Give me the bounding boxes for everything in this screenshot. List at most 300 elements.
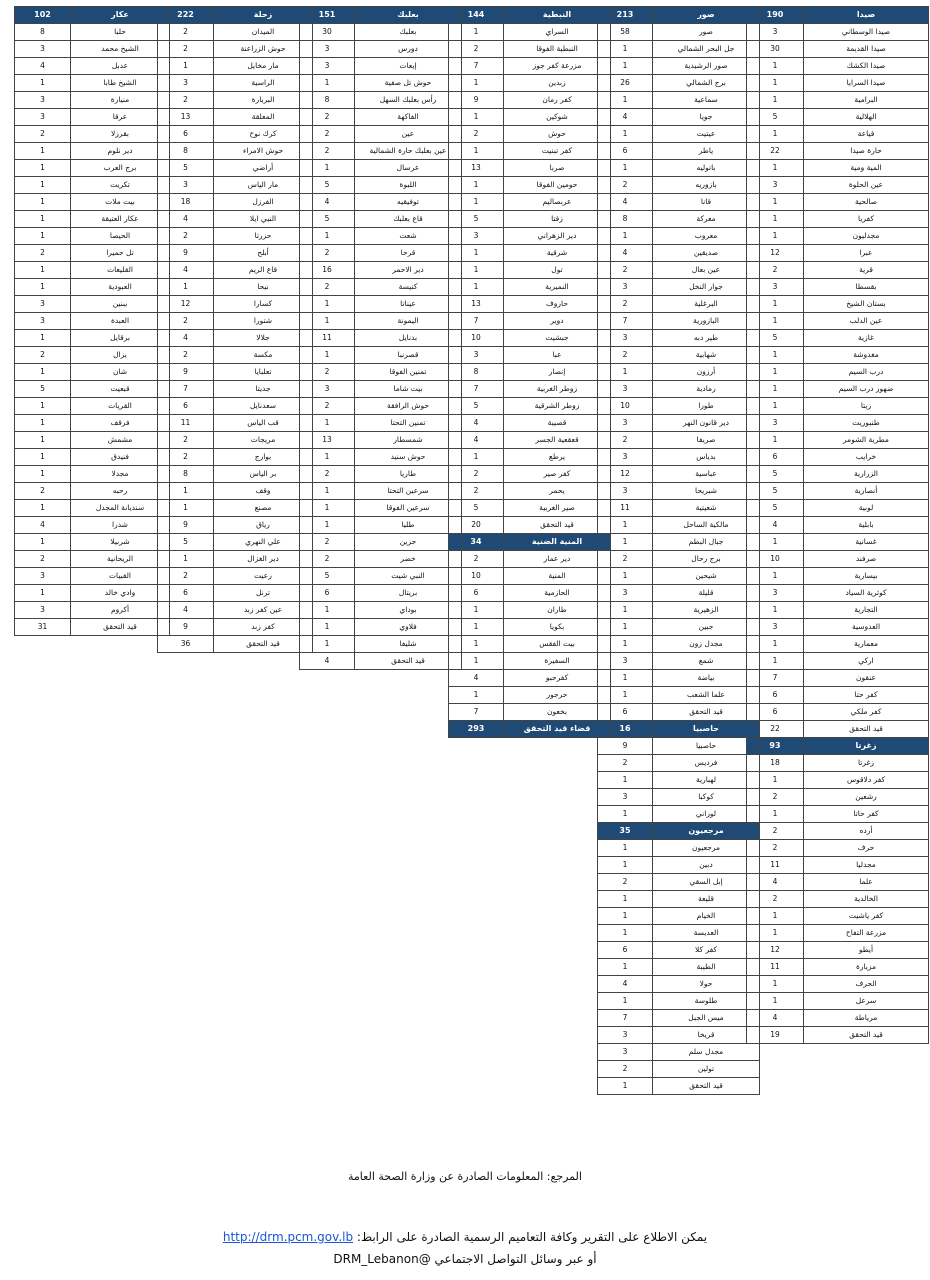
town-name: مجدليون bbox=[804, 228, 929, 245]
case-count: 3 bbox=[15, 41, 71, 58]
table-row bbox=[747, 296, 929, 313]
case-count: 6 bbox=[158, 398, 214, 415]
case-count: 9 bbox=[158, 517, 214, 534]
table-row bbox=[449, 211, 611, 228]
case-count: 1 bbox=[300, 500, 355, 517]
table-row bbox=[15, 517, 170, 534]
table-row bbox=[598, 551, 760, 568]
town-name: يرطع bbox=[504, 449, 611, 466]
town-name: غسانية bbox=[804, 534, 929, 551]
case-count: 1 bbox=[300, 415, 355, 432]
case-count: 2 bbox=[598, 755, 653, 772]
town-name: مريجات bbox=[214, 432, 313, 449]
table-baalbek bbox=[299, 6, 462, 670]
table-row bbox=[449, 296, 611, 313]
table-row bbox=[747, 398, 929, 415]
town-name: صير الغربية bbox=[504, 500, 611, 517]
table-row bbox=[449, 551, 611, 568]
table-row bbox=[449, 704, 611, 721]
town-name: إبل السقي bbox=[653, 874, 760, 891]
table-row bbox=[598, 517, 760, 534]
town-name: النبي شيت bbox=[355, 568, 462, 585]
case-count: 3 bbox=[598, 1027, 653, 1044]
table-row bbox=[747, 551, 929, 568]
town-name: أرده bbox=[804, 823, 929, 840]
town-name: النبي ايلا bbox=[214, 211, 313, 228]
report-link-line bbox=[0, 1230, 930, 1244]
town-name: الشيخ طابا bbox=[71, 75, 170, 92]
town-name: القليعات bbox=[71, 262, 170, 279]
table-row bbox=[598, 874, 760, 891]
case-count: 2 bbox=[598, 432, 653, 449]
case-count: 1 bbox=[300, 160, 355, 177]
case-count: 2 bbox=[15, 551, 71, 568]
town-name: دير قانون النهر bbox=[653, 415, 760, 432]
case-count: 1 bbox=[300, 449, 355, 466]
table-row bbox=[158, 228, 313, 245]
town-name: حولا bbox=[653, 976, 760, 993]
town-name: دير الاحمر bbox=[355, 262, 462, 279]
case-count: 7 bbox=[747, 670, 804, 687]
case-count: 5 bbox=[747, 109, 804, 126]
table-row bbox=[300, 330, 462, 347]
town-name: خضر bbox=[355, 551, 462, 568]
town-name: قاع الريم bbox=[214, 262, 313, 279]
case-count: 1 bbox=[747, 211, 804, 228]
town-name: الطيبة bbox=[653, 959, 760, 976]
case-count: 5 bbox=[747, 483, 804, 500]
table-row bbox=[158, 194, 313, 211]
case-count: 3 bbox=[598, 449, 653, 466]
town-name: البربارة bbox=[214, 92, 313, 109]
table-row bbox=[449, 483, 611, 500]
case-count: 1 bbox=[15, 75, 71, 92]
case-count: 7 bbox=[449, 313, 504, 330]
town-name: القريات bbox=[71, 398, 170, 415]
town-name: زوطر الغربية bbox=[504, 381, 611, 398]
table-row bbox=[300, 313, 462, 330]
table-row bbox=[747, 1010, 929, 1027]
table-row bbox=[747, 534, 929, 551]
table-row bbox=[300, 24, 462, 41]
town-name: مار الياس bbox=[214, 177, 313, 194]
table-row bbox=[158, 364, 313, 381]
town-name: منيارة bbox=[71, 92, 170, 109]
case-count: 1 bbox=[300, 313, 355, 330]
case-count: 1 bbox=[598, 41, 653, 58]
town-name: شان bbox=[71, 364, 170, 381]
table-row bbox=[747, 993, 929, 1010]
district-header-row bbox=[598, 823, 760, 840]
table-row bbox=[300, 211, 462, 228]
case-count: 1 bbox=[598, 126, 653, 143]
table-row bbox=[300, 228, 462, 245]
town-name: قرحا bbox=[355, 245, 462, 262]
case-count: 11 bbox=[747, 959, 804, 976]
case-count: 4 bbox=[158, 602, 214, 619]
table-row bbox=[449, 415, 611, 432]
case-count: 1 bbox=[15, 228, 71, 245]
table-row bbox=[449, 160, 611, 177]
table-row bbox=[15, 398, 170, 415]
table-row bbox=[747, 109, 929, 126]
table-row bbox=[449, 75, 611, 92]
case-count: 5 bbox=[158, 160, 214, 177]
town-name: تل حميرا bbox=[71, 245, 170, 262]
table-row bbox=[15, 143, 170, 160]
case-count: 1 bbox=[598, 517, 653, 534]
case-count: 5 bbox=[747, 466, 804, 483]
case-count: 3 bbox=[15, 568, 71, 585]
table-row bbox=[449, 228, 611, 245]
table-row bbox=[747, 585, 929, 602]
table-row bbox=[158, 500, 313, 517]
district-header-row bbox=[598, 721, 760, 738]
table-row bbox=[300, 364, 462, 381]
table-row bbox=[598, 687, 760, 704]
case-count: 20 bbox=[449, 517, 504, 534]
case-count: 1 bbox=[15, 143, 71, 160]
town-name: عيتيت bbox=[653, 126, 760, 143]
table-row bbox=[598, 1027, 760, 1044]
table-row bbox=[598, 1078, 760, 1095]
table-row bbox=[598, 534, 760, 551]
table-row bbox=[747, 415, 929, 432]
table-row bbox=[449, 194, 611, 211]
table-row bbox=[300, 143, 462, 160]
case-count: 1 bbox=[15, 262, 71, 279]
table-row bbox=[15, 466, 170, 483]
town-name: عين كفر زبد bbox=[214, 602, 313, 619]
case-count: 4 bbox=[158, 330, 214, 347]
town-name: مالكية الساحل bbox=[653, 517, 760, 534]
town-name: حوش الامراء bbox=[214, 143, 313, 160]
table-row bbox=[300, 245, 462, 262]
town-name: ميس الجبل bbox=[653, 1010, 760, 1027]
town-name: طاران bbox=[504, 602, 611, 619]
case-count: 3 bbox=[598, 381, 653, 398]
town-name: دير الغزال bbox=[214, 551, 313, 568]
case-count: 2 bbox=[747, 840, 804, 857]
town-name: عباسية bbox=[653, 466, 760, 483]
town-name: شمسطار bbox=[355, 432, 462, 449]
case-count: 3 bbox=[598, 789, 653, 806]
table-row bbox=[449, 687, 611, 704]
table-row bbox=[300, 653, 462, 670]
case-count: 1 bbox=[449, 245, 504, 262]
table-row bbox=[449, 24, 611, 41]
case-count: 3 bbox=[747, 24, 804, 41]
table-row bbox=[158, 126, 313, 143]
case-count: 1 bbox=[747, 925, 804, 942]
table-row bbox=[158, 109, 313, 126]
town-name: الميدان bbox=[214, 24, 313, 41]
table-row bbox=[300, 483, 462, 500]
table-row bbox=[598, 143, 760, 160]
case-count: 1 bbox=[449, 687, 504, 704]
case-count: 12 bbox=[598, 466, 653, 483]
case-count: 1 bbox=[158, 58, 214, 75]
town-name: برقايل bbox=[71, 330, 170, 347]
town-name: بخعون bbox=[504, 704, 611, 721]
case-count: 3 bbox=[598, 415, 653, 432]
case-count: 2 bbox=[158, 313, 214, 330]
table-row bbox=[598, 1044, 760, 1061]
case-count: 2 bbox=[449, 466, 504, 483]
case-count: 1 bbox=[300, 619, 355, 636]
table-row bbox=[449, 143, 611, 160]
table-row bbox=[300, 75, 462, 92]
table-row bbox=[449, 347, 611, 364]
case-count: 11 bbox=[747, 857, 804, 874]
case-count: 1 bbox=[15, 585, 71, 602]
town-name: لوبية bbox=[804, 500, 929, 517]
town-name: حوش تل صفية bbox=[355, 75, 462, 92]
town-name: مجدل زون bbox=[653, 636, 760, 653]
town-name: تمنين الفوقا bbox=[355, 364, 462, 381]
town-name: بيت شاما bbox=[355, 381, 462, 398]
table-row bbox=[747, 704, 929, 721]
table-row bbox=[598, 568, 760, 585]
case-count: 3 bbox=[598, 1044, 653, 1061]
table-row bbox=[598, 857, 760, 874]
town-name: مزرعة التفاح bbox=[804, 925, 929, 942]
town-name: فنيدق bbox=[71, 449, 170, 466]
table-row bbox=[747, 976, 929, 993]
case-count: 3 bbox=[598, 279, 653, 296]
table-row bbox=[747, 670, 929, 687]
table-row bbox=[598, 415, 760, 432]
table-row bbox=[747, 177, 929, 194]
town-name: باتوليه bbox=[653, 160, 760, 177]
town-name: فرقف bbox=[71, 415, 170, 432]
town-name: البرامية bbox=[804, 92, 929, 109]
town-name: السفيرة bbox=[504, 653, 611, 670]
case-count: 5 bbox=[449, 500, 504, 517]
table-row bbox=[747, 755, 929, 772]
town-name: عدبل bbox=[71, 58, 170, 75]
town-name: قانا bbox=[653, 194, 760, 211]
town-name: عنقون bbox=[804, 670, 929, 687]
table-row bbox=[449, 602, 611, 619]
case-count: 6 bbox=[598, 942, 653, 959]
table-row bbox=[598, 160, 760, 177]
case-count: 1 bbox=[449, 24, 504, 41]
town-name: يحمر bbox=[504, 483, 611, 500]
table-row bbox=[15, 160, 170, 177]
table-row bbox=[598, 755, 760, 772]
table-nabatieh bbox=[448, 6, 611, 738]
town-name: قيد التحقق bbox=[804, 1027, 929, 1044]
case-count: 1 bbox=[747, 160, 804, 177]
town-name: أكروم bbox=[71, 602, 170, 619]
table-row bbox=[747, 75, 929, 92]
town-name: البرغلية bbox=[653, 296, 760, 313]
case-count: 1 bbox=[15, 177, 71, 194]
case-count: 2 bbox=[300, 466, 355, 483]
town-name: رياق bbox=[214, 517, 313, 534]
case-count: 1 bbox=[300, 602, 355, 619]
town-name: قريخا bbox=[653, 1027, 760, 1044]
town-name: بازوريه bbox=[653, 177, 760, 194]
district-count: 293 bbox=[449, 721, 504, 738]
town-name: شعيتية bbox=[653, 500, 760, 517]
table-row bbox=[449, 364, 611, 381]
table-row bbox=[300, 602, 462, 619]
table-row bbox=[598, 398, 760, 415]
case-count: 1 bbox=[747, 908, 804, 925]
town-name: دورس bbox=[355, 41, 462, 58]
case-count: 4 bbox=[598, 245, 653, 262]
town-name: النميرية bbox=[504, 279, 611, 296]
table-row bbox=[598, 942, 760, 959]
table-row bbox=[158, 636, 313, 653]
case-count: 18 bbox=[747, 755, 804, 772]
town-name: بابلية bbox=[804, 517, 929, 534]
table-row bbox=[15, 279, 170, 296]
town-name: عين bbox=[355, 126, 462, 143]
case-count: 5 bbox=[300, 568, 355, 585]
table-akkar bbox=[14, 6, 170, 636]
table-row bbox=[449, 109, 611, 126]
case-count: 3 bbox=[598, 585, 653, 602]
case-count: 2 bbox=[598, 262, 653, 279]
case-count: 2 bbox=[300, 126, 355, 143]
table-row bbox=[747, 517, 929, 534]
table-row bbox=[158, 177, 313, 194]
case-count: 2 bbox=[158, 568, 214, 585]
case-count: 8 bbox=[158, 143, 214, 160]
town-name: عرقا bbox=[71, 109, 170, 126]
town-name: طاريا bbox=[355, 466, 462, 483]
town-name: علي النهري bbox=[214, 534, 313, 551]
case-count: 2 bbox=[15, 483, 71, 500]
case-count: 8 bbox=[15, 24, 71, 41]
table-row bbox=[15, 126, 170, 143]
table-row bbox=[15, 194, 170, 211]
table-row bbox=[598, 602, 760, 619]
town-name: مطرية الشومر bbox=[804, 432, 929, 449]
town-name: بيت ملات bbox=[71, 194, 170, 211]
town-name: حاروف bbox=[504, 296, 611, 313]
case-count: 1 bbox=[747, 313, 804, 330]
table-row bbox=[15, 41, 170, 58]
town-name: قبعيت bbox=[71, 381, 170, 398]
town-name: شدرا bbox=[71, 517, 170, 534]
town-name: صور bbox=[653, 24, 760, 41]
case-count: 4 bbox=[598, 976, 653, 993]
town-name: اللبوة bbox=[355, 177, 462, 194]
town-name: كفر تبنيت bbox=[504, 143, 611, 160]
table-row bbox=[747, 194, 929, 211]
town-name: مار مخايل bbox=[214, 58, 313, 75]
table-row bbox=[747, 143, 929, 160]
town-name: غازية bbox=[804, 330, 929, 347]
table-row bbox=[598, 58, 760, 75]
district-count: 222 bbox=[158, 7, 214, 24]
table-row bbox=[300, 194, 462, 211]
district-name: قضاء قيد التحقق bbox=[504, 721, 611, 738]
town-name: حومين الفوقا bbox=[504, 177, 611, 194]
case-count: 2 bbox=[15, 245, 71, 262]
case-count: 2 bbox=[158, 347, 214, 364]
case-count: 5 bbox=[158, 534, 214, 551]
table-row bbox=[598, 840, 760, 857]
town-name: شهابية bbox=[653, 347, 760, 364]
case-count: 1 bbox=[598, 857, 653, 874]
town-name: طير دبه bbox=[653, 330, 760, 347]
table-row bbox=[158, 24, 313, 41]
town-name: بكويا bbox=[504, 619, 611, 636]
table-row bbox=[15, 364, 170, 381]
table-row bbox=[747, 568, 929, 585]
town-name: شعت bbox=[355, 228, 462, 245]
case-count: 1 bbox=[449, 619, 504, 636]
town-name: قيد التحقق bbox=[71, 619, 170, 636]
town-name: شوكين bbox=[504, 109, 611, 126]
table-row bbox=[598, 466, 760, 483]
town-name: أنصارية bbox=[804, 483, 929, 500]
case-count: 12 bbox=[747, 942, 804, 959]
town-name: قعقعية الجسر bbox=[504, 432, 611, 449]
case-count: 2 bbox=[598, 347, 653, 364]
town-name: معروب bbox=[653, 228, 760, 245]
case-count: 2 bbox=[598, 1061, 653, 1078]
case-count: 3 bbox=[15, 92, 71, 109]
case-count: 13 bbox=[449, 160, 504, 177]
table-row bbox=[300, 109, 462, 126]
case-count: 1 bbox=[449, 143, 504, 160]
town-name: درب السيم bbox=[804, 364, 929, 381]
town-name: معركة bbox=[653, 211, 760, 228]
town-name: بزال bbox=[71, 347, 170, 364]
town-name: مكسة bbox=[214, 347, 313, 364]
case-count: 4 bbox=[158, 211, 214, 228]
town-name: كرك نوح bbox=[214, 126, 313, 143]
town-name: مزرعة كفر جوز bbox=[504, 58, 611, 75]
town-name: طلوسة bbox=[653, 993, 760, 1010]
case-count: 4 bbox=[598, 194, 653, 211]
case-count: 6 bbox=[598, 143, 653, 160]
town-name: لوزاني bbox=[653, 806, 760, 823]
case-count: 1 bbox=[598, 160, 653, 177]
table-row bbox=[15, 24, 170, 41]
case-count: 1 bbox=[449, 279, 504, 296]
case-count: 1 bbox=[449, 602, 504, 619]
case-count: 8 bbox=[158, 466, 214, 483]
town-name: علما bbox=[804, 874, 929, 891]
table-row bbox=[598, 636, 760, 653]
table-row bbox=[15, 347, 170, 364]
town-name: حرجور bbox=[504, 687, 611, 704]
town-name: طنبوريت bbox=[804, 415, 929, 432]
town-name: طليا bbox=[355, 517, 462, 534]
case-count: 2 bbox=[449, 551, 504, 568]
table-row bbox=[747, 772, 929, 789]
table-row bbox=[747, 636, 929, 653]
town-name: جبين bbox=[653, 619, 760, 636]
case-count: 1 bbox=[598, 534, 653, 551]
town-name: عين الحلوة bbox=[804, 177, 929, 194]
table-row bbox=[158, 449, 313, 466]
table-row bbox=[449, 398, 611, 415]
table-row bbox=[598, 347, 760, 364]
town-name: عرسال bbox=[355, 160, 462, 177]
town-name: فرديس bbox=[653, 755, 760, 772]
case-count: 1 bbox=[598, 670, 653, 687]
report-link[interactable]: http://drm.pcm.gov.lb bbox=[222, 1230, 354, 1244]
town-name: مرجعيون bbox=[653, 840, 760, 857]
